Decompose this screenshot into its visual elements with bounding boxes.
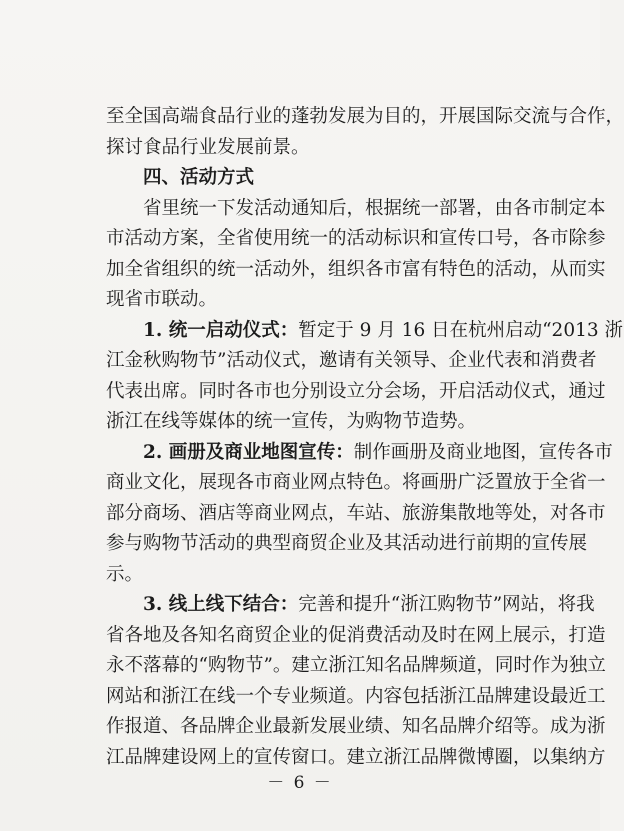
body-line xyxy=(106,379,606,405)
line-text: 市活动方案，全省使用统一的活动标识和宣传口号，各市除参 xyxy=(106,228,606,249)
body-line xyxy=(106,684,606,710)
line-text: 作报道、各品牌企业最新发展业绩、知名品牌介绍等。成为浙 xyxy=(106,716,606,737)
line-text: 探讨食品行业发展前景。 xyxy=(106,136,310,158)
line-text: 浙江在线等媒体的统一宣传，为购物节造势。 xyxy=(106,411,477,432)
line-text: 网站和浙江在线一个专业频道。内容包括浙江品牌建设最近工 xyxy=(106,685,606,707)
body-line xyxy=(143,196,606,222)
body-line xyxy=(106,714,606,740)
body-line xyxy=(106,409,556,435)
line-text: 暂定于 9 月 16 日在杭州启动“2013 浙 xyxy=(298,319,624,341)
line-text: 部分商场、酒店等商业网点，车站、旅游集散地等处，对各市 xyxy=(106,502,606,524)
section-heading xyxy=(143,165,556,191)
body-line xyxy=(106,562,556,588)
heading-text: 四、活动方式 xyxy=(143,167,255,188)
body-line xyxy=(106,653,606,679)
body-line xyxy=(106,348,597,374)
body-line xyxy=(106,623,606,649)
line-text: 加全省组织的统一活动外，组织各市富有特色的活动，从而实 xyxy=(106,258,606,280)
item-line xyxy=(143,318,624,344)
line-text: 商业文化，展现各市商业网点特色。将画册广泛置放于全省一 xyxy=(106,472,606,493)
line-text: 参与购物节活动的典型商贸企业及其活动进行前期的宣传展 xyxy=(106,533,588,554)
body-line xyxy=(106,135,556,161)
body-line xyxy=(106,531,588,557)
item-line xyxy=(143,592,595,618)
body-line xyxy=(106,104,624,130)
line-text: 江品牌建设网上的宣传窗口。建立浙江品牌微博圈，以集纳方 xyxy=(106,746,606,768)
item-title: 2. 画册及商业地图宣传： xyxy=(143,441,354,463)
line-text: 江金秋购物节”活动仪式，邀请有关领导、企业代表和消费者 xyxy=(106,350,597,371)
line-text: 制作画册及商业地图，宣传各市 xyxy=(353,441,613,463)
body-line xyxy=(106,501,606,527)
line-text: 省各地及各知名商贸企业的促消费活动及时在网上展示，打造 xyxy=(106,624,606,646)
item-title: 3. 线上线下结合： xyxy=(143,594,299,615)
line-text: 代表出席。同时各市也分别设立分会场，开启活动仪式，通过 xyxy=(106,380,606,402)
item-title: 1. 统一启动仪式： xyxy=(143,319,299,341)
item-line xyxy=(143,440,613,466)
body-line xyxy=(106,470,606,496)
body-line xyxy=(106,257,606,283)
body-line xyxy=(106,287,556,313)
page-number: － 6 － xyxy=(267,773,333,793)
line-text: 示。 xyxy=(106,563,144,585)
line-text: 省里统一下发活动通知后，根据统一部署，由各市制定本 xyxy=(143,197,606,219)
body-line xyxy=(106,745,606,771)
line-text: 完善和提升“浙江购物节”网站，将我 xyxy=(298,594,595,615)
line-text: 至全国高端食品行业的蓬勃发展为目的，开展国际交流与合作， xyxy=(106,106,624,127)
line-text: 永不落幕的“购物节”。建立浙江知名品牌频道，同时作为独立 xyxy=(106,655,606,676)
body-line xyxy=(106,226,606,252)
line-text: 现省市联动。 xyxy=(106,289,218,310)
